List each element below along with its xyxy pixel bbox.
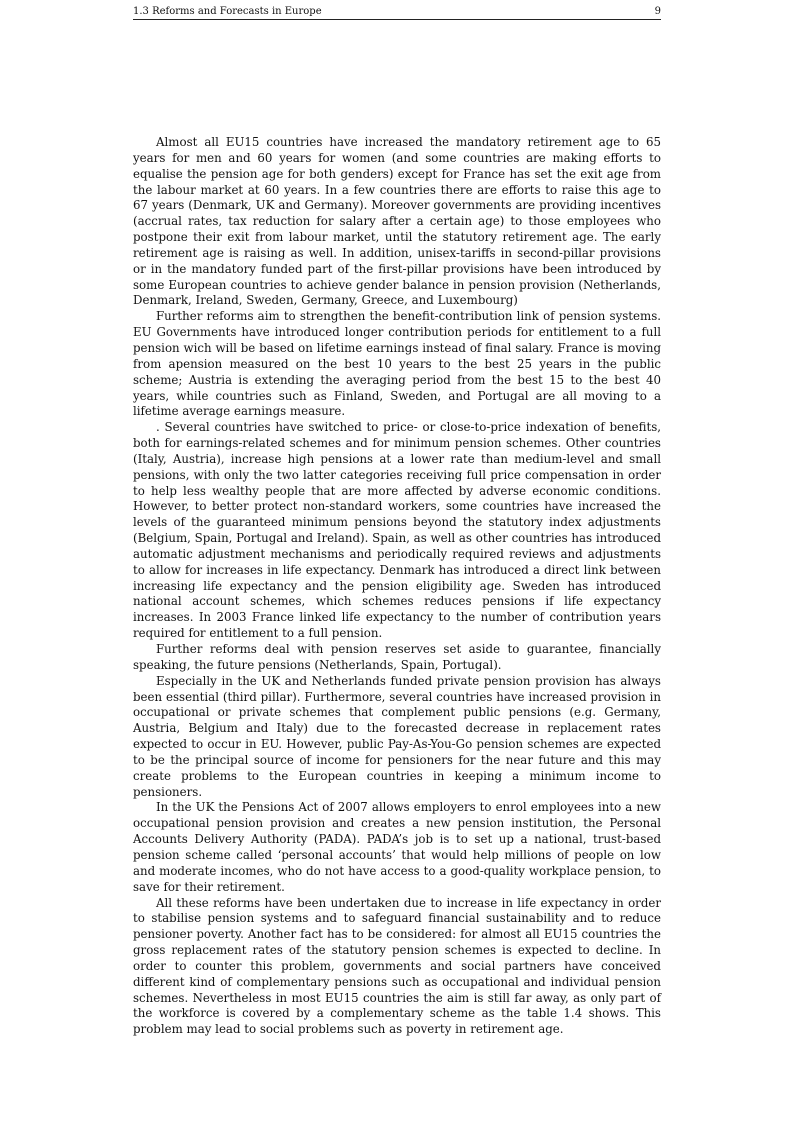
paragraph-indexation: . Several countries have switched to price- or close-to-price indexation of benefits, both for earnings-related schemes and for minimum pension schemes. Other countries (Italy, Austria), increase high pensions at a lower rate than medium-level and small pensions, with only the two latter categories receiving full price compensation in order to help less wealthy people that are more affected by adverse economic conditions. However, to better protect non-standard workers, some countries have increased the levels of the guaranteed minimum pensions beyond the statutory index adjustments (Belgium, Spain, Portugal and Ireland). Spain, as well as other countries has introduced automatic adjustment mechanisms and periodically required reviews and adjustments to allow for increases in life expectancy. Denmark has introduced a direct link between increasing life expectancy and the pension eligibility age. Sweden has introduced national account schemes, which schemes reduces pensions if life expectancy increases. In 2003 France linked life expectancy to the number of contribution years required for entitlement to a full pension. [133,420,661,641]
running-header [133,5,661,20]
page-number: 9 [654,6,661,17]
paragraph-retirement-age: Almost all EU15 countries have increased the mandatory retirement age to 65 years for men and 60 years for women (and some countries are making efforts to equalise the pension age for both genders) except for France has set the exit age from the labour market at 60 years. In a few countries there are efforts to raise this age to 67 years (Denmark, UK and Germany). Moreover governments are providing incentives (accrual rates, tax reduction for salary after a certain age) to those employees who postpone their exit from labour market, until the statutory retirement age. The early retirement age is raising as well. In addition, unisex-tariffs in second-pillar provisions or in the mandatory funded part of the first-pillar provisions have been introduced by some European countries to achieve gender balance in pension provision (Netherlands, Denmark, Ireland, Sweden, Germany, Greece, and Luxembourg) [133,135,661,308]
paragraph-uk-pensions-act: In the UK the Pensions Act of 2007 allows employers to enrol employees into a new occupational pension provision and creates a new pension institution, the Personal Accounts Delivery Authority (PADA). PADA’s job is to set up a national, trust-based pension scheme called ‘personal accounts’ that would help millions of people on low and moderate incomes, who do not have access to a good-quality workplace pension, to save for their retirement. [133,800,661,894]
body-text [133,135,661,1038]
paragraph-benefit-contribution-link: Further reforms aim to strengthen the benefit-contribution link of pension systems. EU Governments have introduced longer contribution periods for entitlement to a full pension wich will be based on lifetime earnings instead of final salary. France is moving from apension measured on the best 10 years to the best 25 years in the public scheme; Austria is extending the averaging period from the best 15 to the best 40 years, while countries such as Finland, Sweden, and Portugal are all moving to a lifetime average earnings measure. [133,309,661,419]
paragraph-private-provision: Especially in the UK and Netherlands funded private pension provision has always been essential (third pillar). Furthermore, several countries have increased provision in occupational or private schemes that complement public pensions (e.g. Germany, Austria, Belgium and Italy) due to the forecasted decrease in replacement rates expected to occur in EU. However, public Pay-As-You-Go pension schemes are expected to be the principal source of income for pensioners for the near future and this may create problems to the European countries in keeping a minimum income to pensioners. [133,673,661,799]
section-title: 1.3 Reforms and Forecasts in Europe [133,6,322,17]
paragraph-pension-reserves: Further reforms deal with pension reserves set aside to guarantee, financially speaking, the future pensions (Netherlands, Spain, Portugal). [133,642,661,672]
paragraph-reforms-summary: All these reforms have been undertaken due to increase in life expectancy in order to stabilise pension systems and to safeguard financial sustainability and to reduce pensioner poverty. Another fact has to be considered: for almost all EU15 countries the gross replacement rates of the statutory pension schemes is expected to decline. In order to counter this problem, governments and social partners have conceived different kind of complementary pensions such as occupational and individual pension schemes. Nevertheless in most EU15 countries the aim is still far away, as only part of the workforce is covered by a complementary scheme as the table 1.4 shows. This problem may lead to social problems such as poverty in retirement age. [133,895,661,1037]
